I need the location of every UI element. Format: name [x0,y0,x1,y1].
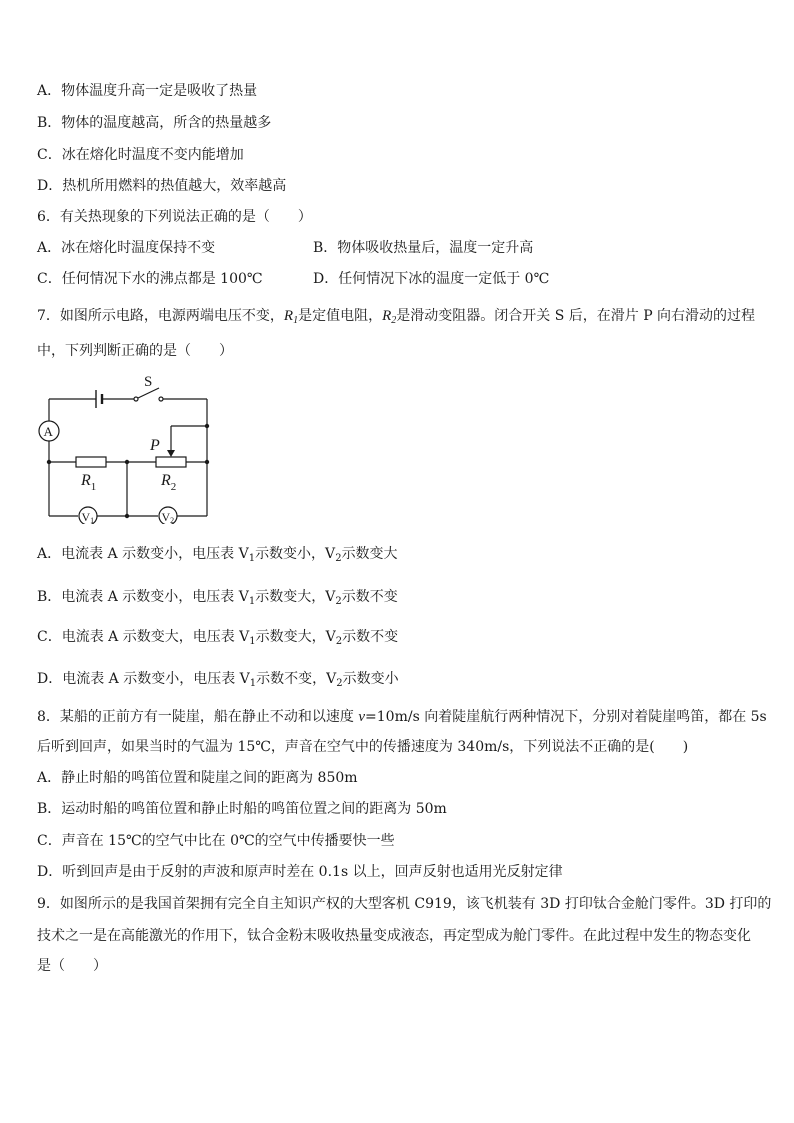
q8-stem-line1: 8．某船的正前方有一陡崖，船在静止不动和以速度 v=10m/s 向着陡崖航行两种情况下，分别对着陡崖鸣笛，都在 5s [37,709,767,725]
q6-option-d: D．任何情况下冰的温度一定低于 0℃ [313,271,550,287]
v1-label: V1 [81,510,95,524]
q7-stem-part2: 是定值电阻， [298,308,383,324]
switch-right-contact [159,397,163,401]
q7-r2-symbol: $R_2$ [382,308,397,326]
q7-stem-line1 [37,306,755,326]
switch-label: S [144,374,153,390]
slider-label: P [150,437,160,454]
q7-option-d: D．电流表 A 示数变小，电压表 $V_1$示数不变，$V_2$示数变小 [37,671,399,689]
r1-label: $R_1$ [81,472,97,493]
q6-option-c: C．任何情况下水的沸点都是 100℃ [37,271,263,287]
resistor-r2 [156,457,186,467]
r2-label: $R_2$ [161,472,177,493]
q9-stem-line2: 技术之一是在高能激光的作用下，钛合金粉末吸收热量变成液态，再定型成为舱门零件。在此过程中发生的物态变化 [37,928,751,944]
junction-dot [205,460,209,464]
q8-option-c: C．声音在 15℃的空气中比在 0℃的空气中传播要快一些 [37,833,395,849]
q5-option-d: D．热机所用燃料的热值越大，效率越高 [37,178,287,194]
q7-stem-part3: 是滑动变阻器。闭合开关 S 后，在滑片 P 向右滑动的过程 [396,308,756,324]
q5-option-b: B．物体的温度越高，所含的热量越多 [37,115,272,131]
q8-stem-line2: 后听到回声，如果当时的气温为 15℃，声音在空气中的传播速度为 340m/s，下列说法不正确的是( ) [37,739,689,755]
junction-dot [125,514,129,518]
q7-r1-symbol: $R_1$ [283,308,299,326]
junction-dot [205,424,209,428]
q6-option-a: A．冰在熔化时温度保持不变 [37,240,216,256]
q5-option-a: A．物体温度升高一定是吸收了热量 [37,83,258,99]
q7-stem-part1: 7．如图所示电路，电源两端电压不变， [37,308,284,324]
q8-option-d: D．听到回声是由于反射的声波和原声时差在 0.1s 以上，回声反射也适用光反射定律 [37,864,563,880]
circuit-diagram [36,372,216,524]
resistor-r1 [76,457,106,467]
q7-stem-line2: 中，下列判断正确的是（ ） [37,343,233,359]
velocity-symbol: v [358,709,366,725]
q7-option-c: C．电流表 A 示数变大，电压表 $V_1$示数变大，$V_2$示数不变 [37,629,399,647]
junction-dot [125,460,129,464]
ammeter-label: A [43,424,53,439]
q8-option-b: B．运动时船的鸣笛位置和静止时船的鸣笛位置之间的距离为 50m [37,801,447,817]
q9-stem-line3: 是（ ） [37,958,107,974]
junction-dot [47,460,51,464]
q7-option-b: B．电流表 A 示数变小，电压表 $V_1$示数变大，$V_2$示数不变 [37,589,398,607]
switch-left-contact [134,397,138,401]
v2-label: V2 [161,510,175,524]
q6-stem: 6．有关热现象的下列说法正确的是（ ） [37,209,312,225]
q8-option-a: A．静止时船的鸣笛位置和陡崖之间的距离为 850m [37,770,358,786]
slider-arrow-icon [167,450,175,457]
q9-stem-line1: 9．如图所示的是我国首架拥有完全自主知识产权的大型客机 C919，该飞机装有 3D 打印钛合金舱门零件。3D 打印的 [37,896,772,912]
q7-option-a: A．电流表 A 示数变小，电压表 $V_1$示数变小，$V_2$示数变大 [37,546,398,564]
q5-option-c: C．冰在熔化时温度不变内能增加 [37,147,244,163]
q6-option-b: B．物体吸收热量后，温度一定升高 [313,240,534,256]
